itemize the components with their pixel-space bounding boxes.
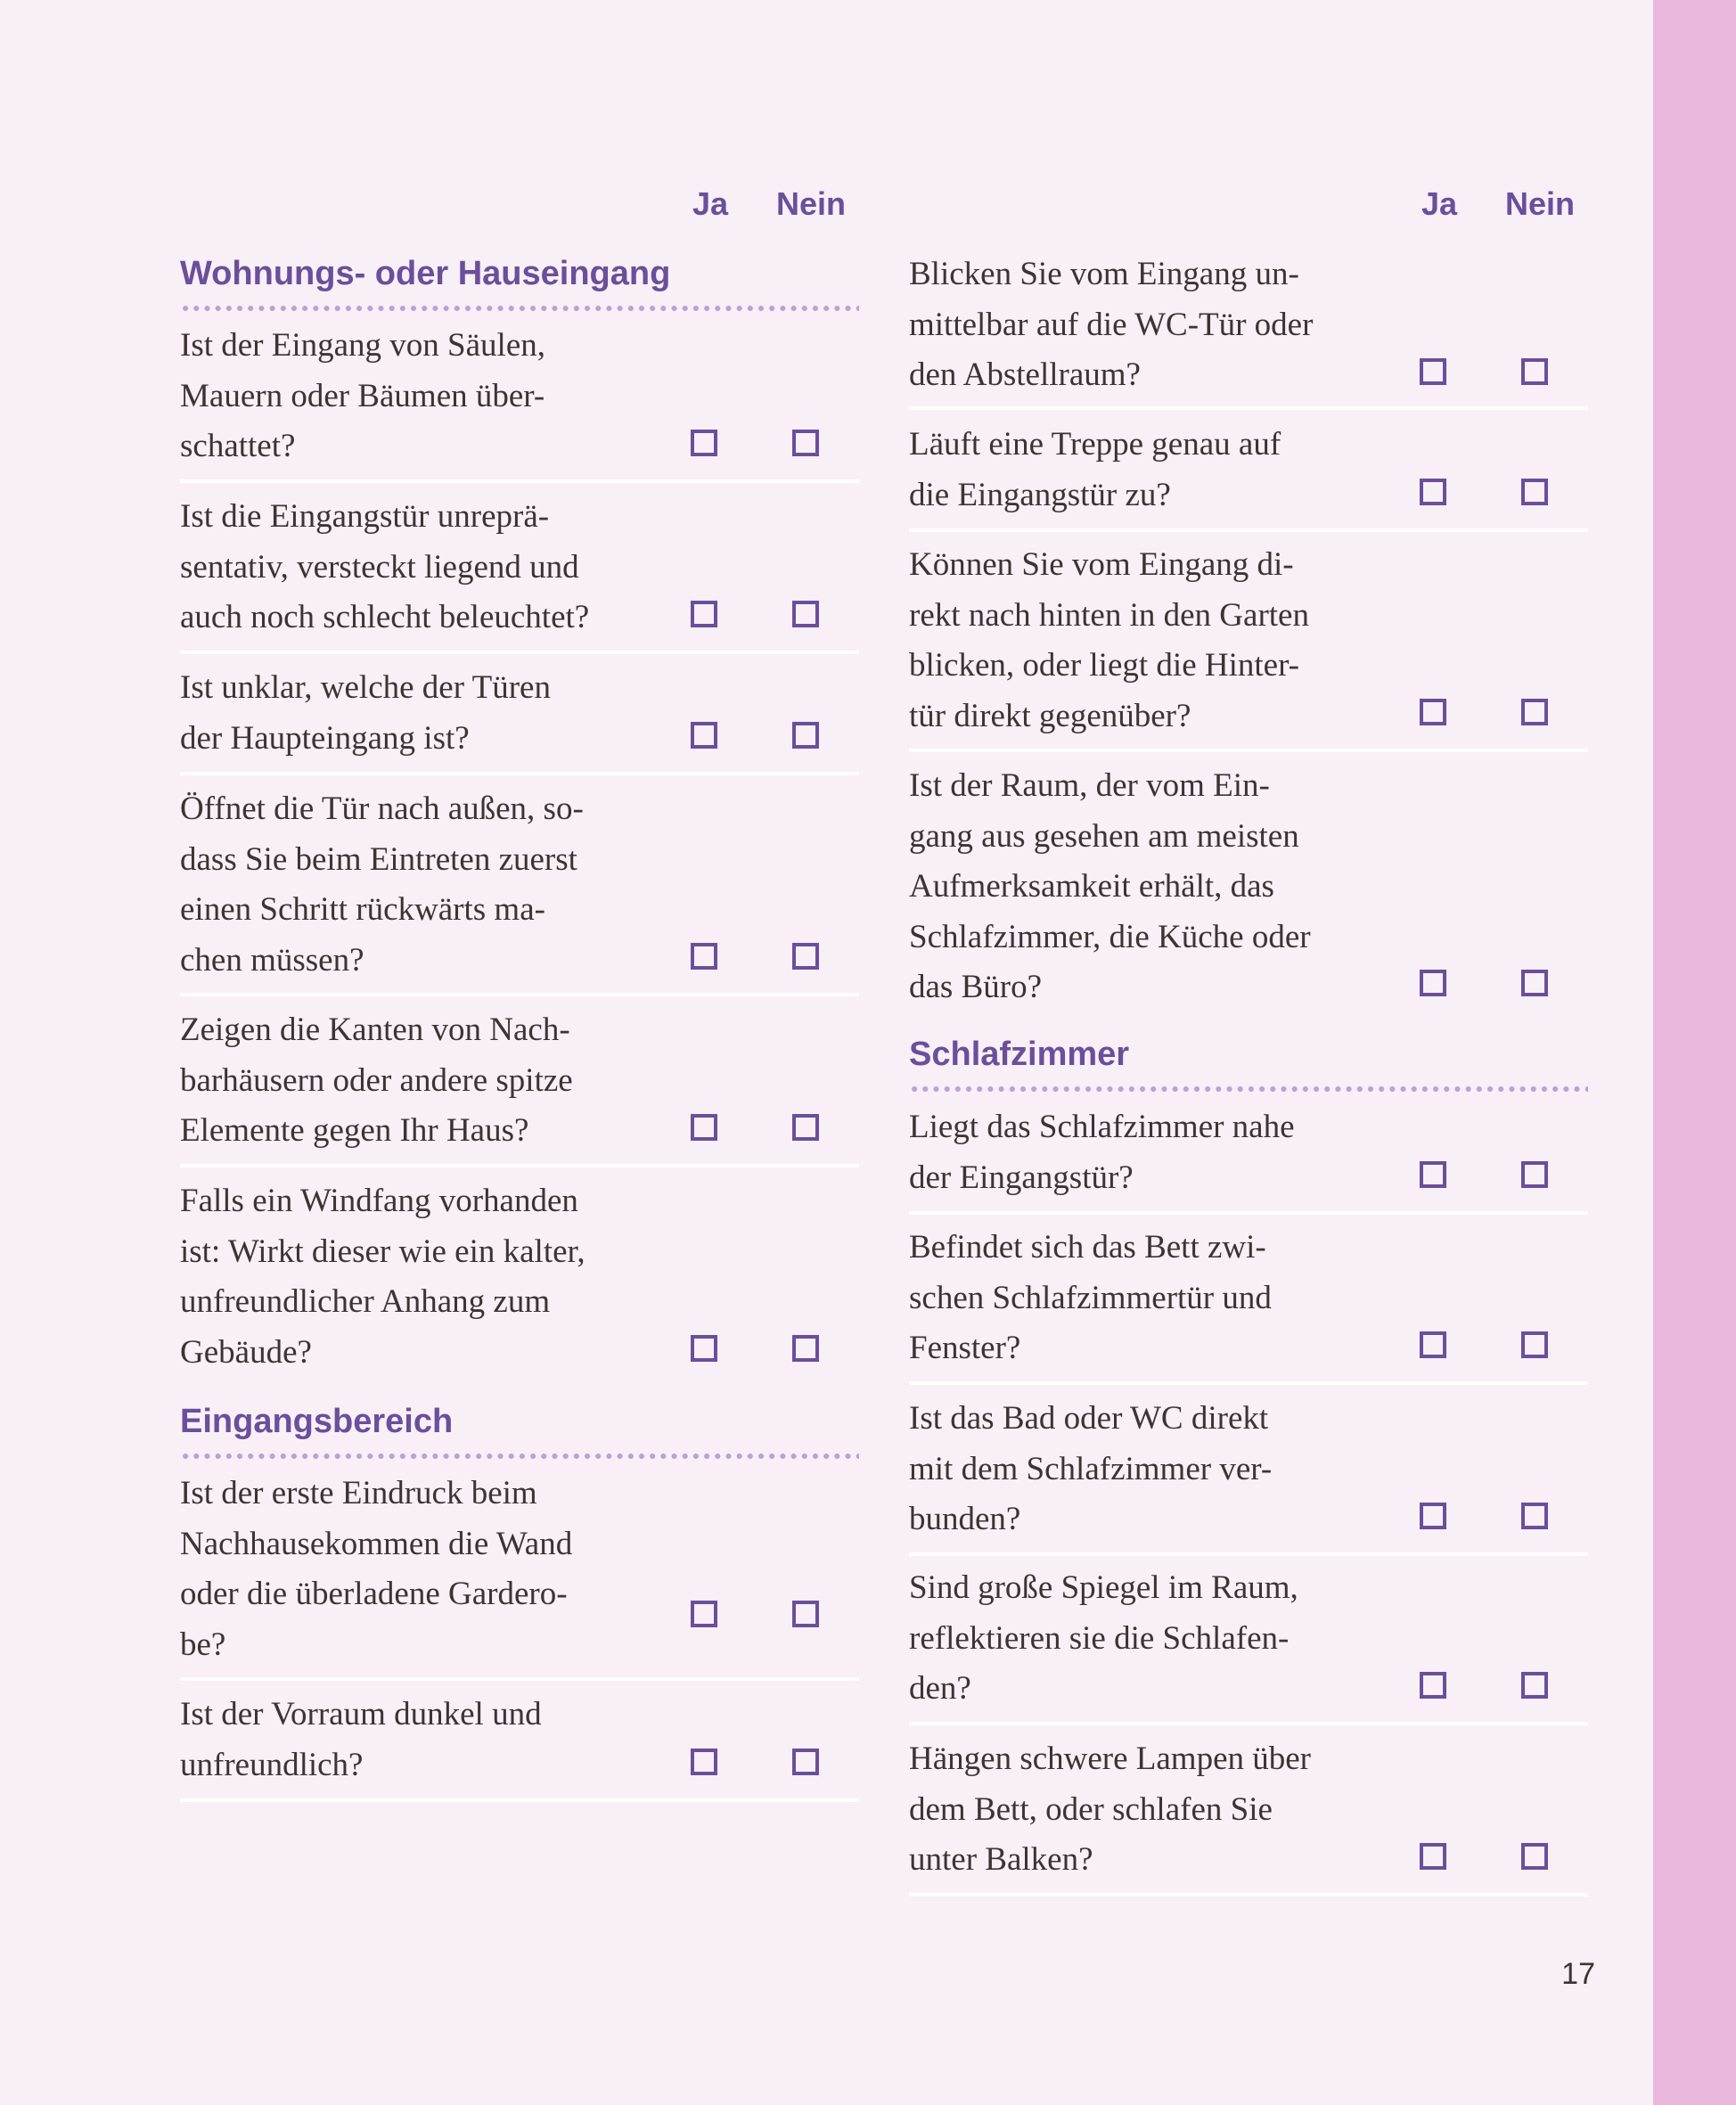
row-divider bbox=[909, 1722, 1588, 1725]
ja-checkbox[interactable] bbox=[691, 1601, 717, 1627]
nein-checkbox[interactable] bbox=[792, 1114, 819, 1141]
nein-checkbox[interactable] bbox=[1521, 1331, 1548, 1358]
section-title-text: Eingangsbereich bbox=[180, 1403, 454, 1440]
left-column-header bbox=[180, 185, 859, 230]
nein-checkbox[interactable] bbox=[792, 1335, 819, 1362]
ja-checkbox[interactable] bbox=[691, 1114, 717, 1141]
question-text: Hängen schwere Lampen über dem Bett, oder schlafen Sie unter Balken? bbox=[909, 1741, 1311, 1878]
question-text: Ist das Bad oder WC direkt mit dem Schlafzimmer ver- bunden? bbox=[909, 1400, 1273, 1537]
ja-checkbox[interactable] bbox=[691, 601, 717, 627]
ja-checkbox[interactable] bbox=[691, 943, 717, 970]
ja-header: Ja bbox=[1421, 185, 1458, 222]
section-title-schlafzimmer bbox=[909, 1036, 1588, 1098]
nein-checkbox[interactable] bbox=[1521, 699, 1548, 725]
nein-header: Nein bbox=[775, 185, 846, 222]
side-color-strip bbox=[1653, 0, 1736, 2105]
row-divider bbox=[909, 749, 1588, 752]
row-divider bbox=[909, 1381, 1588, 1385]
ja-checkbox[interactable] bbox=[691, 1749, 717, 1775]
ja-checkbox[interactable] bbox=[1420, 1331, 1446, 1358]
question-text: Ist der Raum, der vom Ein- gang aus gesehen am meisten Aufmerksamkeit erhält, das Schlafzimmer, die Küche oder das Büro? bbox=[909, 767, 1311, 1005]
nein-checkbox[interactable] bbox=[1521, 1161, 1548, 1188]
row-divider bbox=[180, 1798, 859, 1802]
question-text: Öffnet die Tür nach außen, so- dass Sie beim Eintreten zuerst einen Schritt rückwärts ma- chen müssen? bbox=[180, 790, 584, 979]
question-text: Ist der erste Eindruck beim Nachhausekommen die Wand oder die überladene Gardero- be? bbox=[180, 1475, 573, 1663]
section-title-hauseingang bbox=[180, 255, 859, 317]
section-title-text: Wohnungs- oder Hauseingang bbox=[180, 255, 671, 292]
ja-checkbox[interactable] bbox=[1420, 1843, 1446, 1870]
nein-checkbox[interactable] bbox=[1521, 1672, 1548, 1699]
ja-checkbox[interactable] bbox=[1420, 1161, 1446, 1188]
nein-checkbox[interactable] bbox=[1521, 1503, 1548, 1529]
row-divider bbox=[180, 479, 859, 483]
question-text: Können Sie vom Eingang di- rekt nach hinten in den Garten blicken, oder liegt die Hinter- tür direkt gegenüber? bbox=[909, 546, 1309, 734]
row-divider bbox=[180, 993, 859, 996]
nein-checkbox[interactable] bbox=[792, 1601, 819, 1627]
nein-header: Nein bbox=[1504, 185, 1575, 222]
nein-checkbox[interactable] bbox=[792, 943, 819, 970]
right-column-header bbox=[909, 185, 1588, 230]
row-divider bbox=[909, 1211, 1588, 1215]
question-text: Ist die Eingangstür unreprä- sentativ, versteckt liegend und auch noch schlecht beleuchtet? bbox=[180, 498, 590, 635]
section-title-eingangsbereich bbox=[180, 1403, 859, 1465]
nein-checkbox[interactable] bbox=[792, 601, 819, 627]
ja-checkbox[interactable] bbox=[1420, 1672, 1446, 1699]
ja-checkbox[interactable] bbox=[1420, 970, 1446, 996]
question-text: Zeigen die Kanten von Nach- barhäusern oder andere spitze Elemente gegen Ihr Haus? bbox=[180, 1012, 573, 1149]
section-title-text: Schlafzimmer bbox=[909, 1036, 1130, 1073]
question-text: Sind große Spiegel im Raum, reflektieren sie die Schlafen- den? bbox=[909, 1569, 1298, 1707]
row-divider bbox=[909, 406, 1588, 410]
ja-checkbox[interactable] bbox=[691, 430, 717, 456]
ja-checkbox[interactable] bbox=[1420, 699, 1446, 725]
row-divider bbox=[909, 1893, 1588, 1896]
row-divider bbox=[909, 528, 1588, 532]
dotted-divider bbox=[909, 1085, 1588, 1093]
question-text: Falls ein Windfang vorhanden ist: Wirkt dieser wie ein kalter, unfreundlicher Anhang zum Gebäude? bbox=[180, 1183, 585, 1371]
ja-header: Ja bbox=[692, 185, 729, 222]
question-text: Läuft eine Treppe genau auf die Eingangstür zu? bbox=[909, 426, 1282, 513]
ja-checkbox[interactable] bbox=[1420, 479, 1446, 505]
nein-checkbox[interactable] bbox=[792, 430, 819, 456]
nein-checkbox[interactable] bbox=[1521, 358, 1548, 385]
question-text: Blicken Sie vom Eingang un- mittelbar auf die WC-Tür oder den Abstellraum? bbox=[909, 256, 1314, 393]
question-text: Ist unklar, welche der Türen der Haupteingang ist? bbox=[180, 669, 551, 757]
ja-checkbox[interactable] bbox=[691, 722, 717, 749]
question-text: Ist der Vorraum dunkel und unfreundlich? bbox=[180, 1696, 542, 1783]
question-text: Ist der Eingang von Säulen, Mauern oder Bäumen über- schattet? bbox=[180, 327, 545, 464]
dotted-divider bbox=[180, 1453, 859, 1460]
nein-checkbox[interactable] bbox=[1521, 479, 1548, 505]
row-divider bbox=[180, 772, 859, 775]
nein-checkbox[interactable] bbox=[1521, 970, 1548, 996]
dotted-divider bbox=[180, 305, 859, 312]
row-divider bbox=[909, 1552, 1588, 1556]
question-text: Befindet sich das Bett zwi- schen Schlafzimmertür und Fenster? bbox=[909, 1229, 1272, 1366]
nein-checkbox[interactable] bbox=[1521, 1843, 1548, 1870]
question-text: Liegt das Schlafzimmer nahe der Eingangstür? bbox=[909, 1109, 1295, 1196]
row-divider bbox=[180, 1164, 859, 1167]
row-divider bbox=[180, 651, 859, 654]
page-number: 17 bbox=[1561, 1957, 1595, 1991]
nein-checkbox[interactable] bbox=[792, 722, 819, 749]
row-divider bbox=[180, 1677, 859, 1681]
ja-checkbox[interactable] bbox=[1420, 358, 1446, 385]
ja-checkbox[interactable] bbox=[691, 1335, 717, 1362]
ja-checkbox[interactable] bbox=[1420, 1503, 1446, 1529]
nein-checkbox[interactable] bbox=[792, 1749, 819, 1775]
